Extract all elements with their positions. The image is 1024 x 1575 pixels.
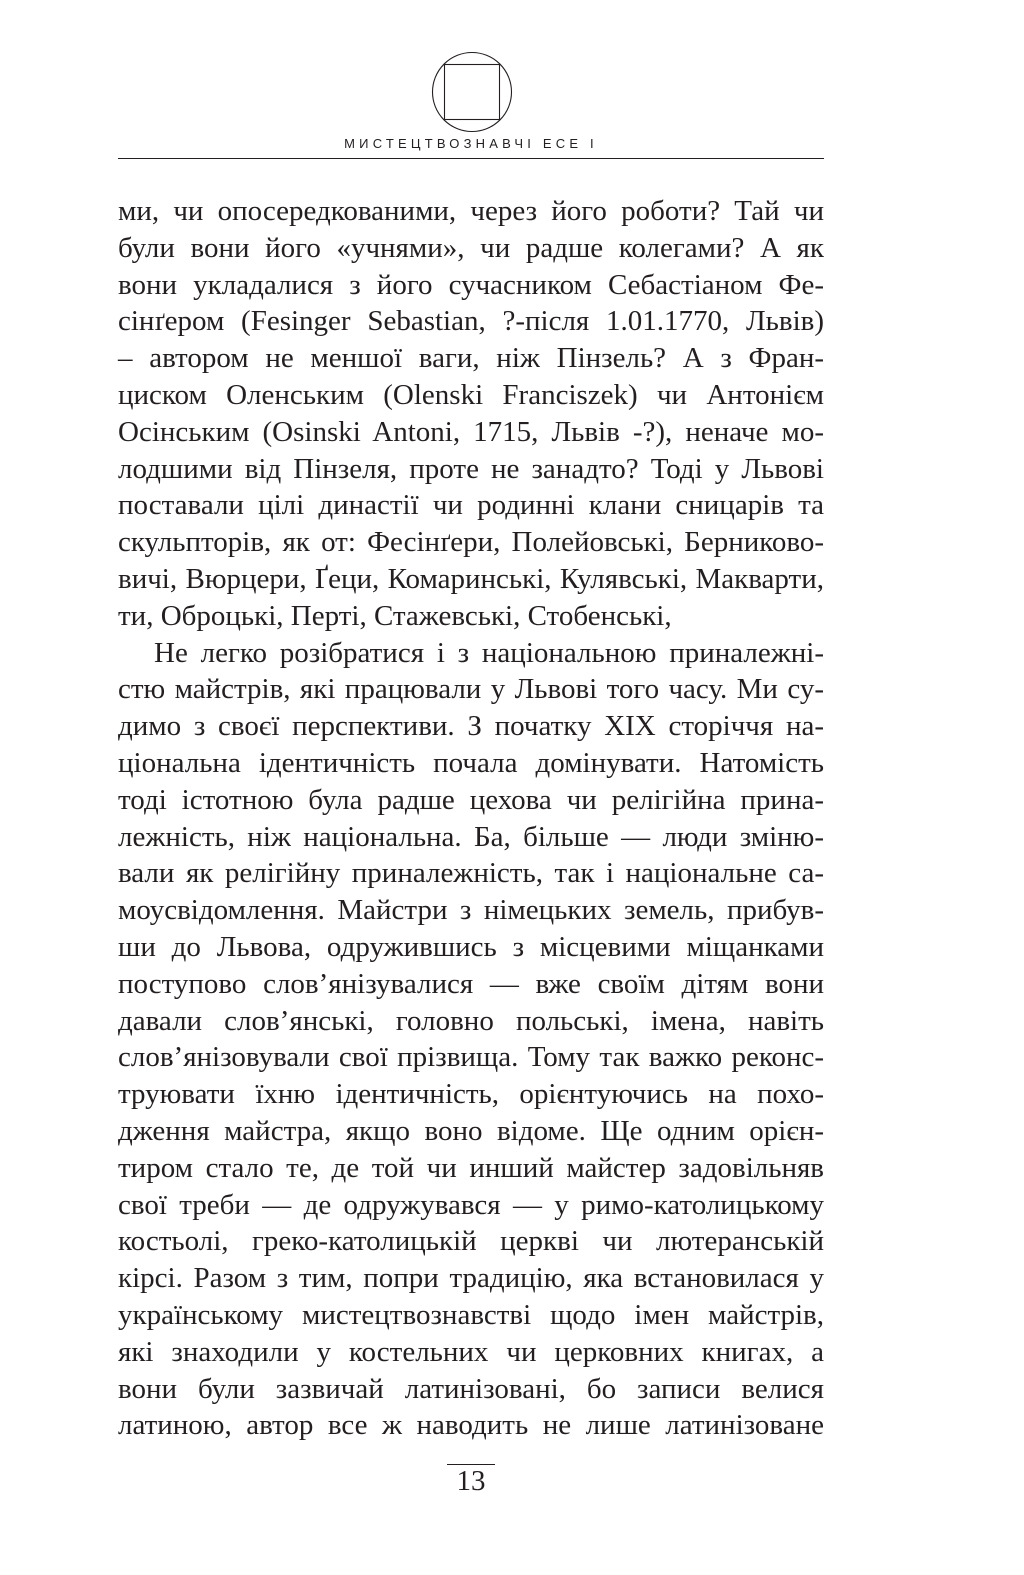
page-number: 13: [456, 1465, 486, 1497]
text-line: лодшими від Пінзеля, проте не занадто? Тоді у Львові: [118, 452, 824, 485]
text-line: скульпторів, як от: Фесінґери, Полейовські, Берниково-: [118, 526, 824, 559]
text-line: вони укладалися з його сучасником Себастіаном Фе-: [118, 268, 824, 301]
body-text: [118, 193, 824, 1444]
text-line: ціональна ідентичність почала домінувати. Натомість: [118, 746, 824, 779]
text-line: дження майстра, якщо воно відоме. Ще одним орієн-: [118, 1114, 824, 1147]
running-header-title: МИСТЕЦТВОЗНАВЧІ ЕСЕ І: [344, 136, 598, 151]
text-line: поставали цілі династії чи родинні клани сницарів та: [118, 489, 824, 522]
text-line: труювати їхню ідентичність, орієнтуючись на похо-: [118, 1078, 824, 1111]
circle-square-logo-icon: [431, 51, 513, 133]
text-line: кірсі. Разом з тим, попри традицію, яка встановилася у: [118, 1262, 824, 1295]
text-line: латиною, автор все ж наводить не лише латинізоване: [118, 1409, 824, 1442]
text-line: стю майстрів, які працювали у Львові того часу. Ми су-: [118, 673, 824, 706]
text-line: свої треби — де одружувався — у римо-католицькому: [118, 1188, 824, 1221]
text-line: моусвідомлення. Майстри з німецьких земель, прибув-: [118, 894, 824, 927]
text-line: ши до Львова, одружившись з місцевими міщанками: [118, 930, 824, 963]
text-line: тиром стало те, де той чи инший майстер задовільняв: [118, 1151, 824, 1184]
text-line: Не легко розібратися і з національною приналежні-: [154, 636, 824, 669]
text-line: вони були зазвичай латинізовані, бо записи велися: [118, 1372, 824, 1405]
text-line: димо з своєї перспективи. З початку XIX сторіччя на-: [118, 710, 824, 743]
text-line: циском Оленським (Olenski Franciszek) чи Антонієм: [118, 378, 824, 411]
text-line: тоді істотною була радше цехова чи релігійна прина-: [118, 783, 824, 816]
text-line: ти, Оброцькі, Перті, Стажевські, Стобенські,: [118, 599, 672, 632]
text-line: костьолі, греко-католицькій церкві чи лютеранській: [118, 1225, 824, 1258]
text-line: лежність, ніж національна. Ба, більше — люди зміню-: [118, 820, 824, 853]
text-line: поступово слов’янізувалися — вже своїм дітям вони: [118, 967, 824, 1000]
text-line: слов’янізовували свої прізвища. Тому так важко реконс-: [118, 1041, 824, 1074]
text-line: сінґером (Fesinger Sebastian, ?-після 1.01.1770, Львів): [118, 305, 824, 338]
text-line: українському мистецтвознавстві щодо імен майстрів,: [118, 1298, 824, 1331]
text-line: ми, чи опосередкованими, через його роботи? Тай чи: [118, 195, 824, 227]
text-line: вичі, Вюрцери, Ґеци, Комаринські, Кулявські, Макварти,: [118, 562, 824, 595]
text-line: були вони його «учнями», чи радше колегами? А як: [118, 231, 824, 264]
text-line: вали як релігійну приналежність, так і національне са-: [118, 857, 824, 890]
text-line: давали слов’янські, головно польські, імена, навіть: [118, 1004, 824, 1037]
text-line: які знаходили у костельних чи церковних книгах, а: [118, 1335, 824, 1368]
header-rule: [118, 158, 824, 159]
text-line: Осінським (Osinski Antoni, 1715, Львів -?), неначе мо-: [118, 415, 824, 448]
text-line: – автором не меншої ваги, ніж Пінзель? А з Фран-: [118, 342, 824, 375]
